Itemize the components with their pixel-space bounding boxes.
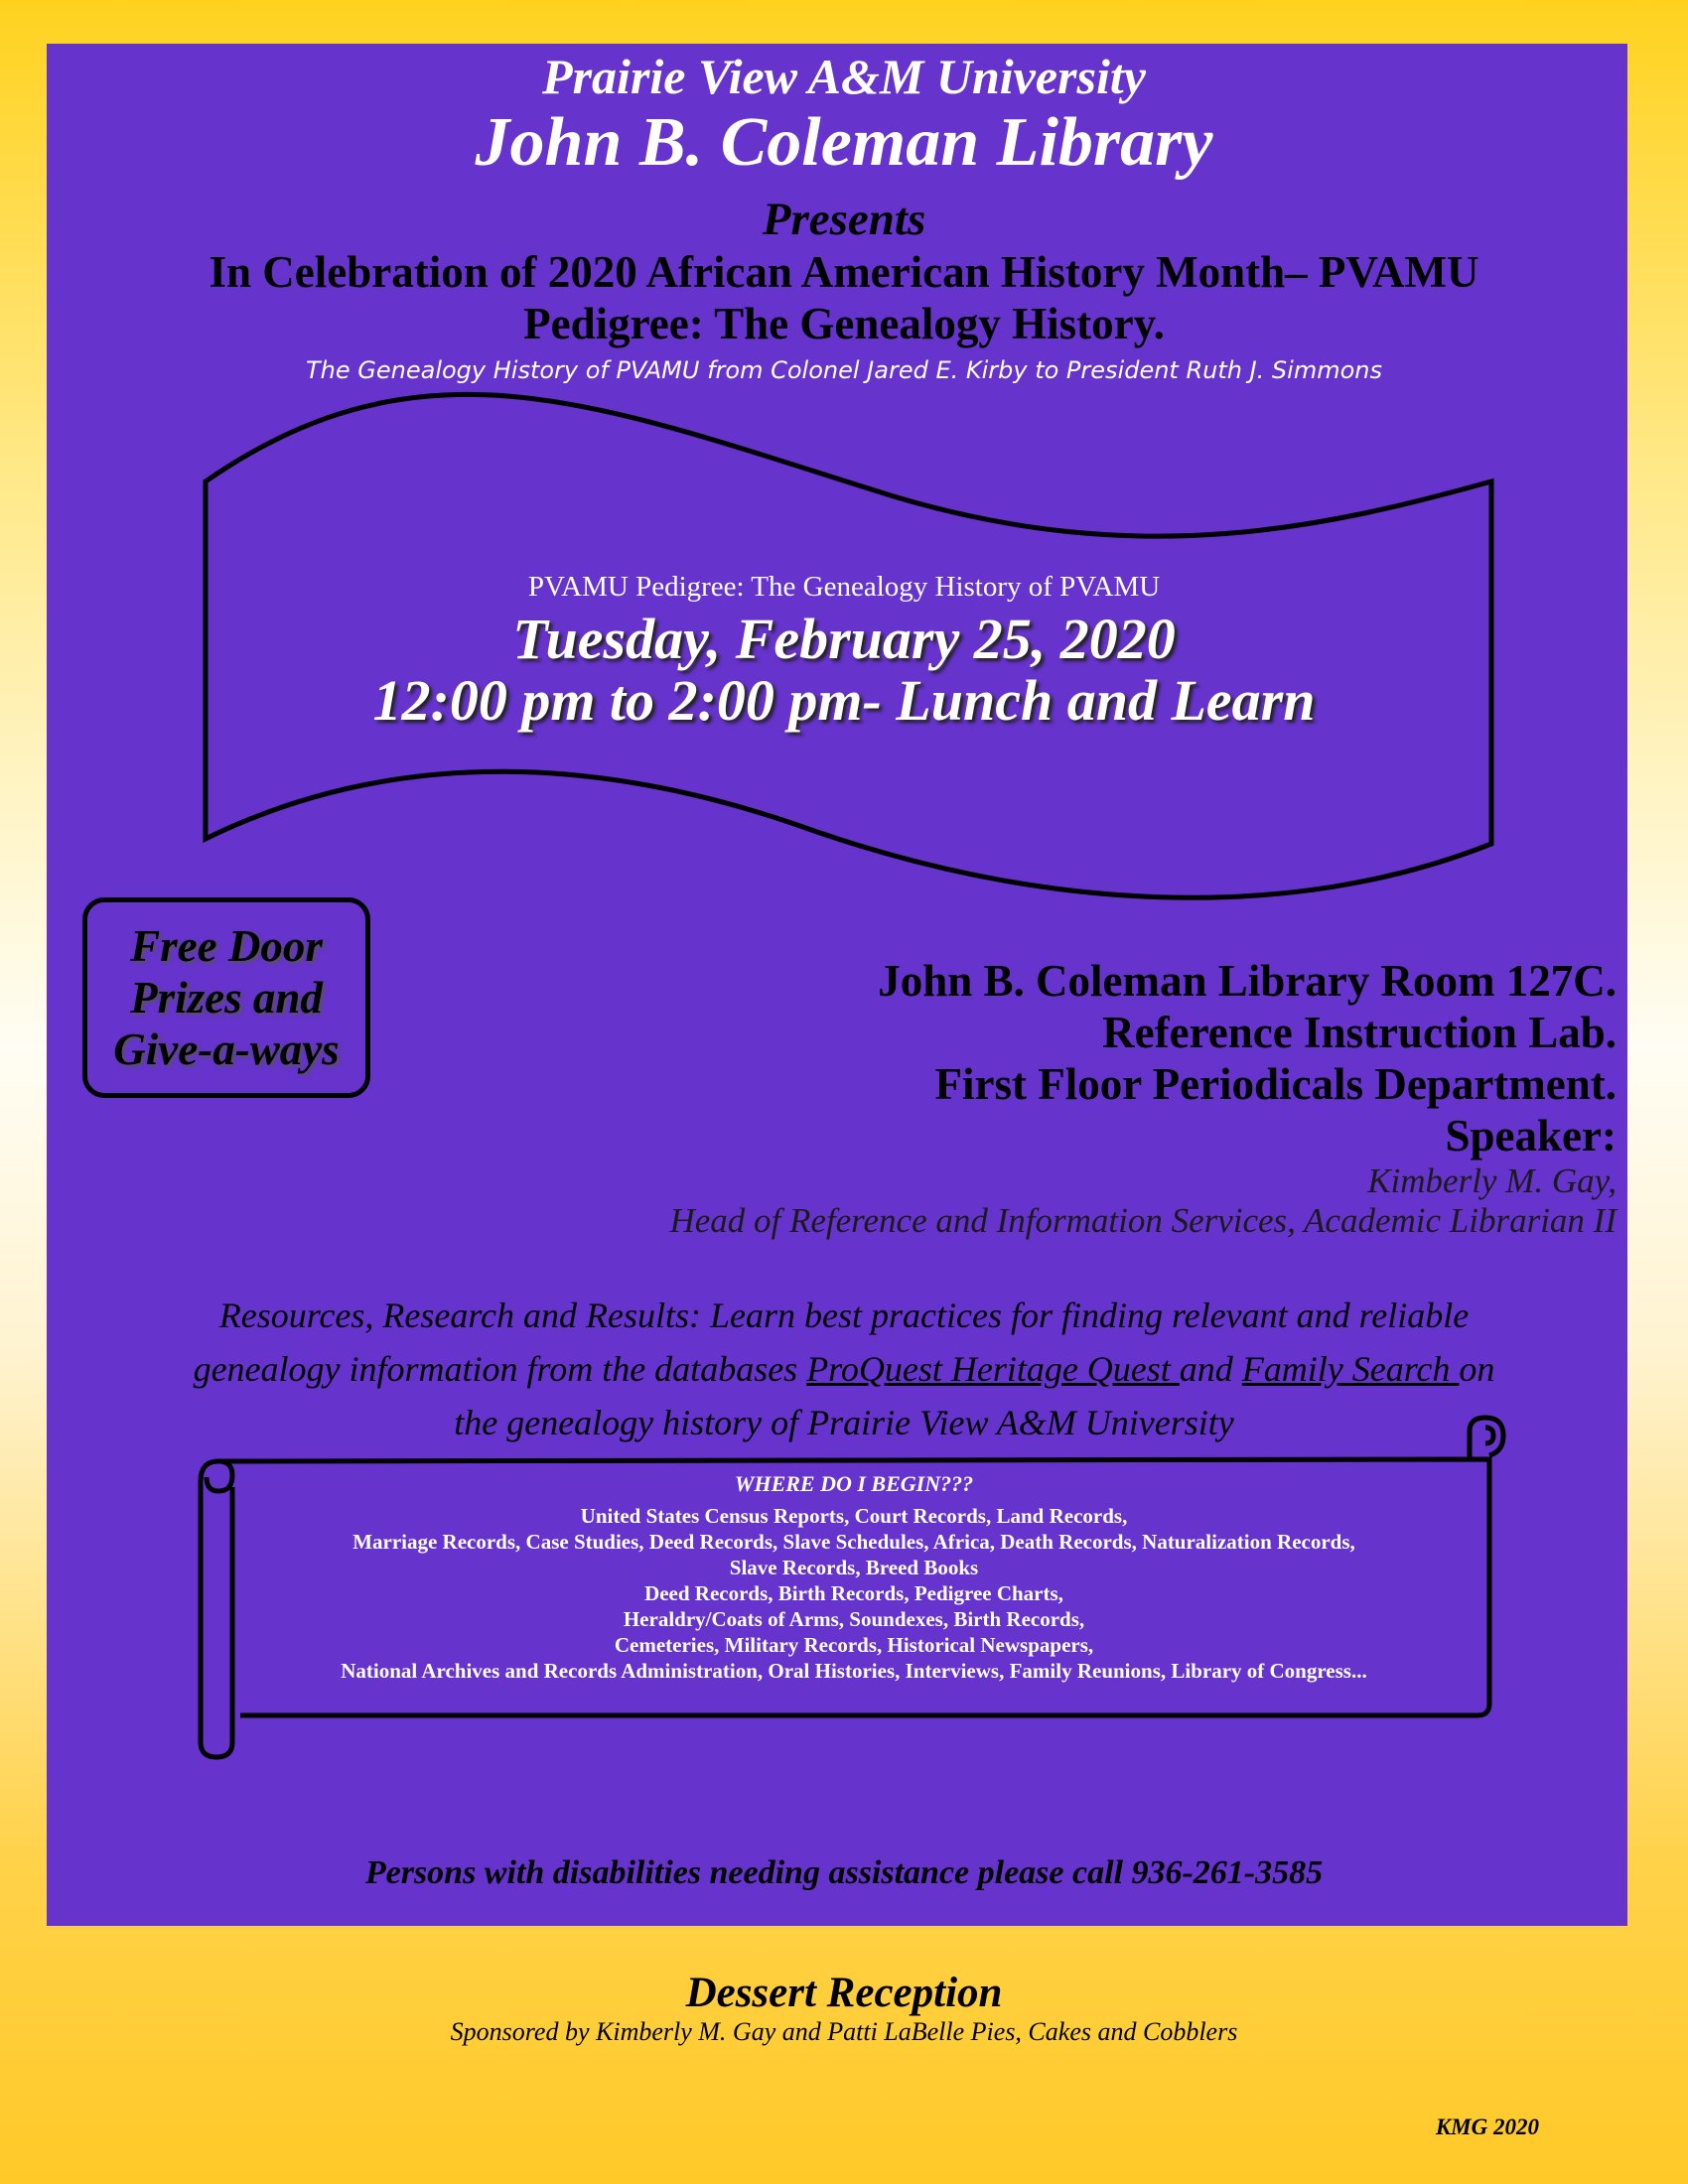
record-line: Heraldry/Coats of Arms, Soundexes, Birth Records, bbox=[623, 1607, 1085, 1631]
presents-label: Presents bbox=[762, 194, 926, 245]
door-prizes-text bbox=[92, 920, 360, 1075]
proquest-heritage-quest-link[interactable]: ProQuest Heritage Quest bbox=[806, 1349, 1180, 1389]
resources-line-2-and: and bbox=[1179, 1349, 1242, 1389]
prizes-line-3: Give-a-ways bbox=[113, 1024, 340, 1074]
sponsor-line: Sponsored by Kimberly M. Gay and Patti LaBelle Pies, Cakes and Cobblers bbox=[450, 2017, 1238, 2046]
record-line: Marriage Records, Case Studies, Deed Records, Slave Schedules, Africa, Death Records, Naturalization Records, bbox=[352, 1530, 1355, 1554]
where-begin-heading: WHERE DO I BEGIN??? bbox=[734, 1471, 974, 1496]
resources-line-3: the genealogy history of Prairie View A&M University bbox=[454, 1403, 1234, 1442]
prizes-line-2: Prizes and bbox=[130, 973, 323, 1023]
resources-line-2 bbox=[40, 1342, 1648, 1396]
university-name: Prairie View A&M University bbox=[542, 49, 1146, 104]
resources-line-2-end: on bbox=[1459, 1349, 1495, 1389]
event-tagline: The Genealogy History of PVAMU from Colonel Jared E. Kirby to President Ruth J. Simmons bbox=[306, 356, 1382, 384]
location-room: John B. Coleman Library Room 127C. bbox=[878, 956, 1617, 1006]
prizes-line-1: Free Door bbox=[130, 921, 323, 971]
record-line: Cemeteries, Military Records, Historical Newspapers, bbox=[614, 1633, 1094, 1657]
resources-line-2-start: genealogy information from the databases bbox=[193, 1349, 807, 1389]
location-floor: First Floor Periodicals Department. bbox=[934, 1059, 1617, 1109]
door-prizes-box bbox=[82, 897, 370, 1098]
event-time: 12:00 pm to 2:00 pm- Lunch and Learn bbox=[372, 668, 1316, 733]
speaker-name: Kimberly M. Gay, bbox=[1367, 1161, 1617, 1200]
disability-assistance-notice: Persons with disabilities needing assistance please call 936-261-3585 bbox=[364, 1854, 1324, 1891]
record-line: Slave Records, Breed Books bbox=[729, 1556, 979, 1579]
record-line: Deed Records, Birth Records, Pedigree Charts, bbox=[644, 1581, 1063, 1605]
event-location bbox=[878, 955, 1617, 1161]
event-date: Tuesday, February 25, 2020 bbox=[512, 607, 1176, 671]
speaker-title: Head of Reference and Information Services, Academic Librarian II bbox=[669, 1201, 1617, 1240]
record-line: National Archives and Records Administration, Oral Histories, Interviews, Family Reunions, Library of Congress... bbox=[341, 1659, 1367, 1683]
speaker-label: Speaker: bbox=[1445, 1111, 1617, 1160]
resources-line-1: Resources, Research and Results: Learn best practices for finding relevant and reliable bbox=[218, 1296, 1470, 1335]
family-search-link[interactable]: Family Search bbox=[1241, 1349, 1460, 1389]
library-title: John B. Coleman Library bbox=[475, 104, 1213, 181]
dessert-reception-title: Dessert Reception bbox=[685, 1970, 1003, 2016]
celebration-line-1: In Celebration of 2020 African American History Month– PVAMU bbox=[209, 247, 1479, 297]
location-lab: Reference Instruction Lab. bbox=[1102, 1008, 1617, 1057]
banner-subtitle: PVAMU Pedigree: The Genealogy History of PVAMU bbox=[527, 571, 1161, 603]
celebration-line-2: Pedigree: The Genealogy History. bbox=[523, 299, 1165, 348]
author-initials: KMG 2020 bbox=[1435, 2115, 1539, 2139]
records-list bbox=[228, 1471, 1479, 1684]
record-line: United States Census Reports, Court Records, Land Records, bbox=[580, 1504, 1128, 1528]
